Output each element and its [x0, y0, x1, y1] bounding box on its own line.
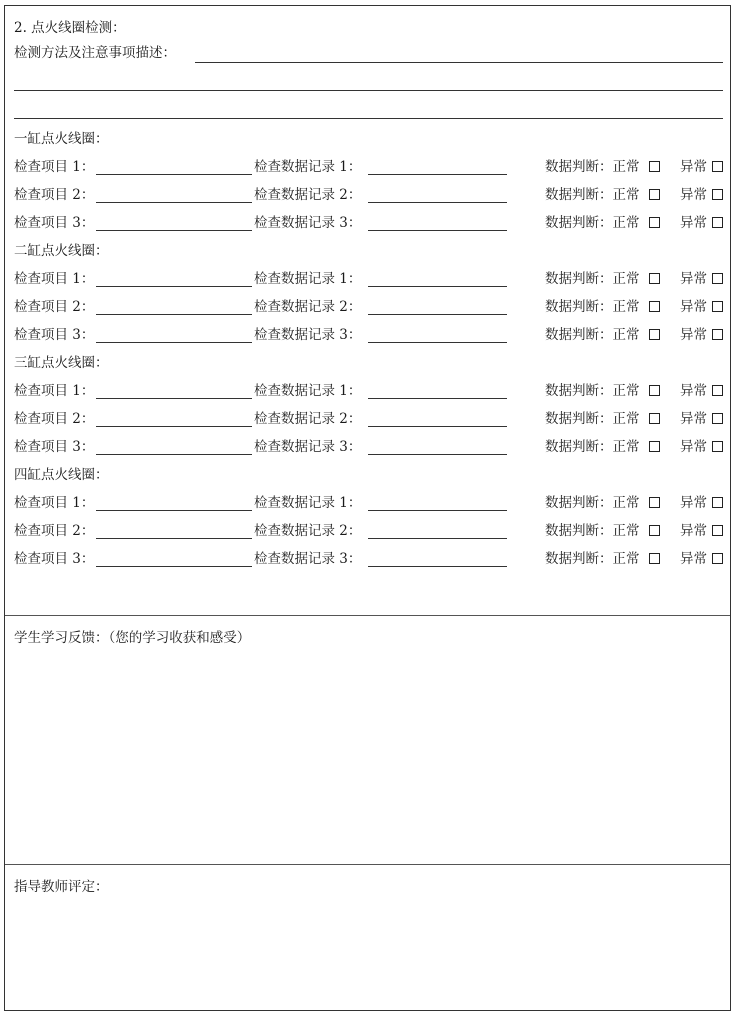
data-record-label: 检查数据记录 1：: [254, 383, 362, 399]
judge-normal-label: 数据判断：正常: [545, 439, 640, 455]
check-row: [14, 411, 726, 427]
cylinder-title: 四缸点火线圈：: [14, 467, 109, 483]
check-item-field[interactable]: [96, 174, 252, 175]
check-item-field[interactable]: [96, 342, 252, 343]
data-record-field[interactable]: [368, 342, 507, 343]
data-record-field[interactable]: [368, 510, 507, 511]
check-item-field[interactable]: [96, 454, 252, 455]
abnormal-label: 异常: [680, 383, 707, 399]
check-item-label: 检查项目 3：: [14, 439, 95, 455]
abnormal-label: 异常: [680, 159, 707, 175]
judge-normal-label: 数据判断：正常: [545, 327, 640, 343]
check-row: [14, 383, 726, 399]
check-row: [14, 215, 726, 231]
judge-normal-label: 数据判断：正常: [545, 523, 640, 539]
normal-checkbox[interactable]: [649, 329, 660, 340]
abnormal-checkbox[interactable]: [712, 441, 723, 452]
judge-normal-label: 数据判断：正常: [545, 299, 640, 315]
judge-normal-label: 数据判断：正常: [545, 551, 640, 567]
judge-normal-label: 数据判断：正常: [545, 411, 640, 427]
check-row: [14, 495, 726, 511]
check-item-label: 检查项目 1：: [14, 383, 95, 399]
worksheet-frame: [4, 5, 731, 1011]
abnormal-label: 异常: [680, 411, 707, 427]
normal-checkbox[interactable]: [649, 553, 660, 564]
data-record-label: 检查数据记录 3：: [254, 327, 362, 343]
section-title: 2. 点火线圈检测：: [14, 20, 126, 36]
normal-checkbox[interactable]: [649, 161, 660, 172]
cylinder-title: 二缸点火线圈：: [14, 243, 109, 259]
check-item-label: 检查项目 3：: [14, 215, 95, 231]
abnormal-checkbox[interactable]: [712, 553, 723, 564]
feedback-label: 学生学习反馈：（您的学习收获和感受）: [14, 630, 251, 646]
data-record-label: 检查数据记录 3：: [254, 439, 362, 455]
student-feedback-section[interactable]: [5, 615, 730, 865]
check-item-field[interactable]: [96, 314, 252, 315]
data-record-label: 检查数据记录 3：: [254, 551, 362, 567]
judge-normal-label: 数据判断：正常: [545, 271, 640, 287]
judge-normal-label: 数据判断：正常: [545, 159, 640, 175]
data-record-label: 检查数据记录 3：: [254, 215, 362, 231]
check-item-field[interactable]: [96, 398, 252, 399]
method-answer-line-3[interactable]: [14, 118, 723, 119]
data-record-field[interactable]: [368, 538, 507, 539]
check-item-field[interactable]: [96, 510, 252, 511]
data-record-label: 检查数据记录 1：: [254, 271, 362, 287]
abnormal-label: 异常: [680, 495, 707, 511]
check-item-field[interactable]: [96, 230, 252, 231]
abnormal-label: 异常: [680, 551, 707, 567]
data-record-label: 检查数据记录 2：: [254, 523, 362, 539]
cylinder-title: 三缸点火线圈：: [14, 355, 109, 371]
check-row: [14, 327, 726, 343]
check-row: [14, 523, 726, 539]
data-record-label: 检查数据记录 1：: [254, 495, 362, 511]
abnormal-checkbox[interactable]: [712, 189, 723, 200]
abnormal-checkbox[interactable]: [712, 161, 723, 172]
check-item-field[interactable]: [96, 426, 252, 427]
normal-checkbox[interactable]: [649, 497, 660, 508]
abnormal-label: 异常: [680, 187, 707, 203]
abnormal-checkbox[interactable]: [712, 273, 723, 284]
abnormal-checkbox[interactable]: [712, 385, 723, 396]
data-record-field[interactable]: [368, 314, 507, 315]
check-item-label: 检查项目 2：: [14, 523, 95, 539]
check-row: [14, 551, 726, 567]
data-record-field[interactable]: [368, 566, 507, 567]
method-label: 检测方法及注意事项描述：: [14, 45, 176, 61]
teacher-evaluation-section[interactable]: [5, 864, 730, 1011]
normal-checkbox[interactable]: [649, 189, 660, 200]
data-record-label: 检查数据记录 2：: [254, 299, 362, 315]
check-item-label: 检查项目 3：: [14, 327, 95, 343]
abnormal-label: 异常: [680, 299, 707, 315]
judge-normal-label: 数据判断：正常: [545, 215, 640, 231]
abnormal-label: 异常: [680, 215, 707, 231]
cylinder-title: 一缸点火线圈：: [14, 131, 109, 147]
check-row: [14, 299, 726, 315]
data-record-field[interactable]: [368, 398, 507, 399]
normal-checkbox[interactable]: [649, 217, 660, 228]
check-item-label: 检查项目 2：: [14, 299, 95, 315]
normal-checkbox[interactable]: [649, 525, 660, 536]
abnormal-checkbox[interactable]: [712, 525, 723, 536]
check-row: [14, 187, 726, 203]
check-item-label: 检查项目 2：: [14, 411, 95, 427]
check-row: [14, 439, 726, 455]
check-item-label: 检查项目 3：: [14, 551, 95, 567]
data-record-field[interactable]: [368, 454, 507, 455]
check-item-field[interactable]: [96, 566, 252, 567]
method-answer-line-2[interactable]: [14, 90, 723, 91]
abnormal-checkbox[interactable]: [712, 329, 723, 340]
normal-checkbox[interactable]: [649, 413, 660, 424]
normal-checkbox[interactable]: [649, 273, 660, 284]
check-item-field[interactable]: [96, 286, 252, 287]
data-record-label: 检查数据记录 1：: [254, 159, 362, 175]
data-record-field[interactable]: [368, 174, 507, 175]
normal-checkbox[interactable]: [649, 385, 660, 396]
data-record-label: 检查数据记录 2：: [254, 411, 362, 427]
check-item-label: 检查项目 1：: [14, 159, 95, 175]
method-answer-line-1[interactable]: [195, 62, 723, 63]
data-record-field[interactable]: [368, 230, 507, 231]
check-item-field[interactable]: [96, 538, 252, 539]
abnormal-checkbox[interactable]: [712, 301, 723, 312]
judge-normal-label: 数据判断：正常: [545, 187, 640, 203]
data-record-label: 检查数据记录 2：: [254, 187, 362, 203]
abnormal-label: 异常: [680, 439, 707, 455]
data-record-field[interactable]: [368, 426, 507, 427]
abnormal-label: 异常: [680, 523, 707, 539]
data-record-field[interactable]: [368, 286, 507, 287]
data-record-field[interactable]: [368, 202, 507, 203]
check-item-label: 检查项目 1：: [14, 495, 95, 511]
check-item-field[interactable]: [96, 202, 252, 203]
check-item-label: 检查项目 1：: [14, 271, 95, 287]
judge-normal-label: 数据判断：正常: [545, 495, 640, 511]
judge-normal-label: 数据判断：正常: [545, 383, 640, 399]
check-item-label: 检查项目 2：: [14, 187, 95, 203]
check-row: [14, 271, 726, 287]
ignition-coil-section: [5, 6, 730, 615]
abnormal-checkbox[interactable]: [712, 413, 723, 424]
abnormal-checkbox[interactable]: [712, 497, 723, 508]
abnormal-label: 异常: [680, 271, 707, 287]
teacher-label: 指导教师评定：: [14, 879, 109, 895]
check-row: [14, 159, 726, 175]
normal-checkbox[interactable]: [649, 301, 660, 312]
abnormal-label: 异常: [680, 327, 707, 343]
normal-checkbox[interactable]: [649, 441, 660, 452]
abnormal-checkbox[interactable]: [712, 217, 723, 228]
